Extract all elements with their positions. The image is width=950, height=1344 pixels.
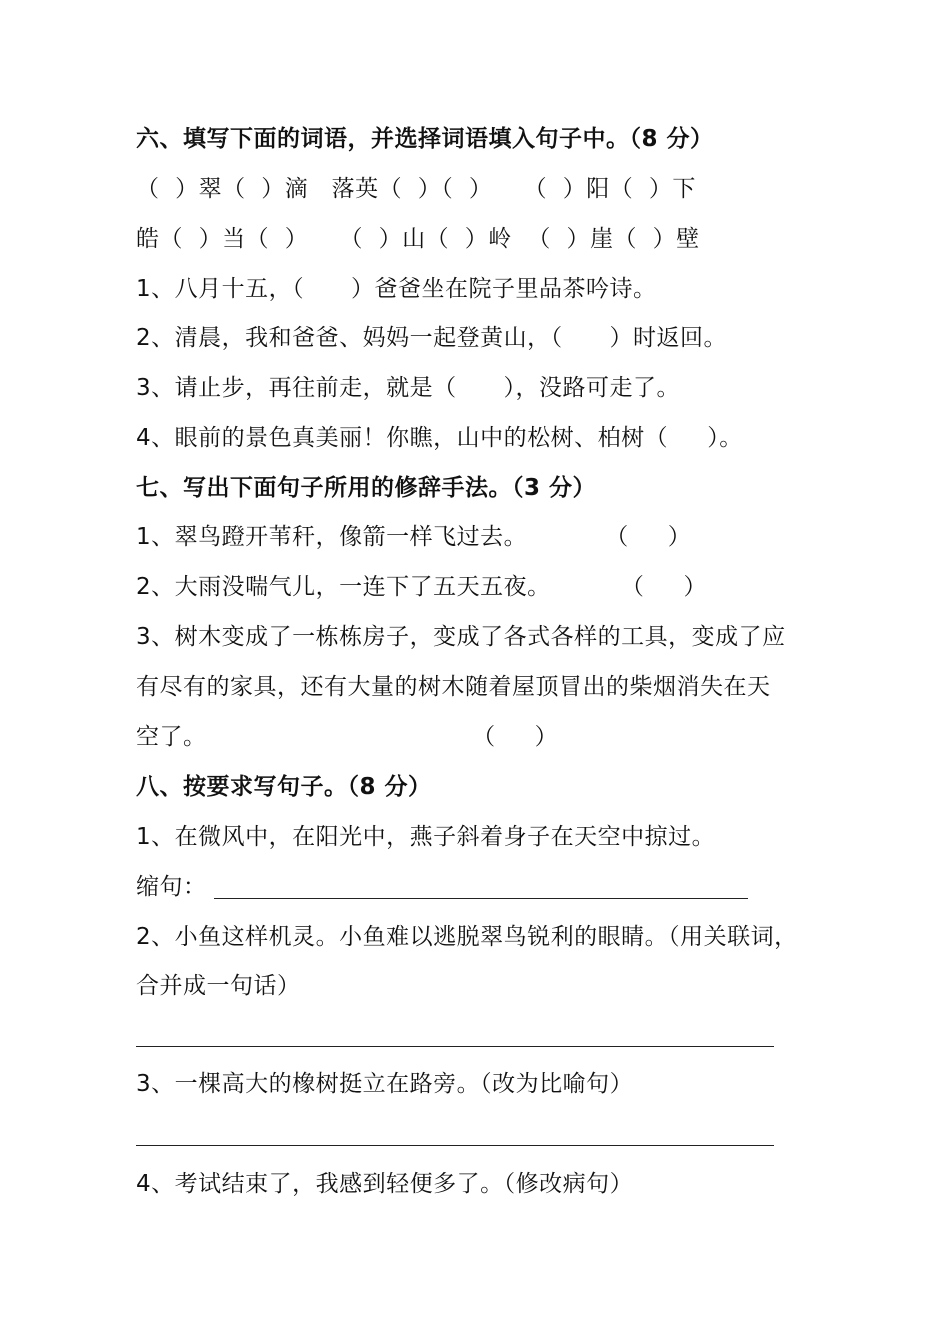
section8-item-2-line2: 合并成一句话）	[136, 973, 301, 999]
answer-line-3[interactable]	[136, 1145, 774, 1146]
section8-item-2-line1: 2、小鱼这样机灵。小鱼难以逃脱翠鸟锐利的眼睛。（用关联词，	[136, 924, 798, 950]
section7-item-3-line1: 3、树木变成了一栋栋房子，变成了各式各样的工具，变成了应	[136, 624, 786, 650]
section8-item-3: 3、一棵高大的橡树挺立在路旁。（改为比喻句）	[136, 1071, 634, 1097]
section6-item-3: 3、请止步，再往前走，就是（ ），没路可走了。	[136, 375, 680, 401]
section7-item-2: 2、大雨没喘气儿，一连下了五天五夜。 （ ）	[136, 574, 707, 600]
section6-words-row2: 皓（ ）当（ ） （ ）山（ ）岭 （ ）崖（ ）壁	[136, 226, 700, 252]
answer-line-2[interactable]	[136, 1046, 774, 1047]
section6-item-4: 4、眼前的景色真美丽！你瞧，山中的松树、柏树（ ）。	[136, 425, 743, 451]
section6-heading: 六、填写下面的词语，并选择词语填入句子中。（8 分）	[136, 126, 714, 152]
section8-item-1-prompt: 缩句：	[136, 874, 207, 900]
section6-item-1: 1、八月十五，（ ）爸爸坐在院子里品茶吟诗。	[136, 276, 657, 302]
section7-item-3-line3: 空了。 （ ）	[136, 724, 559, 750]
section8-heading: 八、按要求写句子。（8 分）	[136, 774, 432, 800]
answer-line-1[interactable]	[214, 898, 748, 899]
section8-item-1: 1、在微风中，在阳光中，燕子斜着身子在天空中掠过。	[136, 824, 716, 850]
section7-heading: 七、写出下面句子所用的修辞手法。（3 分）	[136, 475, 597, 501]
section7-item-3-line2: 有尽有的家具，还有大量的树木随着屋顶冒出的柴烟消失在天	[136, 674, 771, 700]
section7-item-1: 1、翠鸟蹬开苇秆，像箭一样飞过去。 （ ）	[136, 524, 692, 550]
section6-item-2: 2、清晨，我和爸爸、妈妈一起登黄山，（ ）时返回。	[136, 325, 727, 351]
section8-item-4: 4、考试结束了，我感到轻便多了。（修改病句）	[136, 1171, 634, 1197]
section6-words-row1: （ ）翠（ ）滴 落英（ ）（ ） （ ）阳（ ）下	[136, 176, 696, 202]
